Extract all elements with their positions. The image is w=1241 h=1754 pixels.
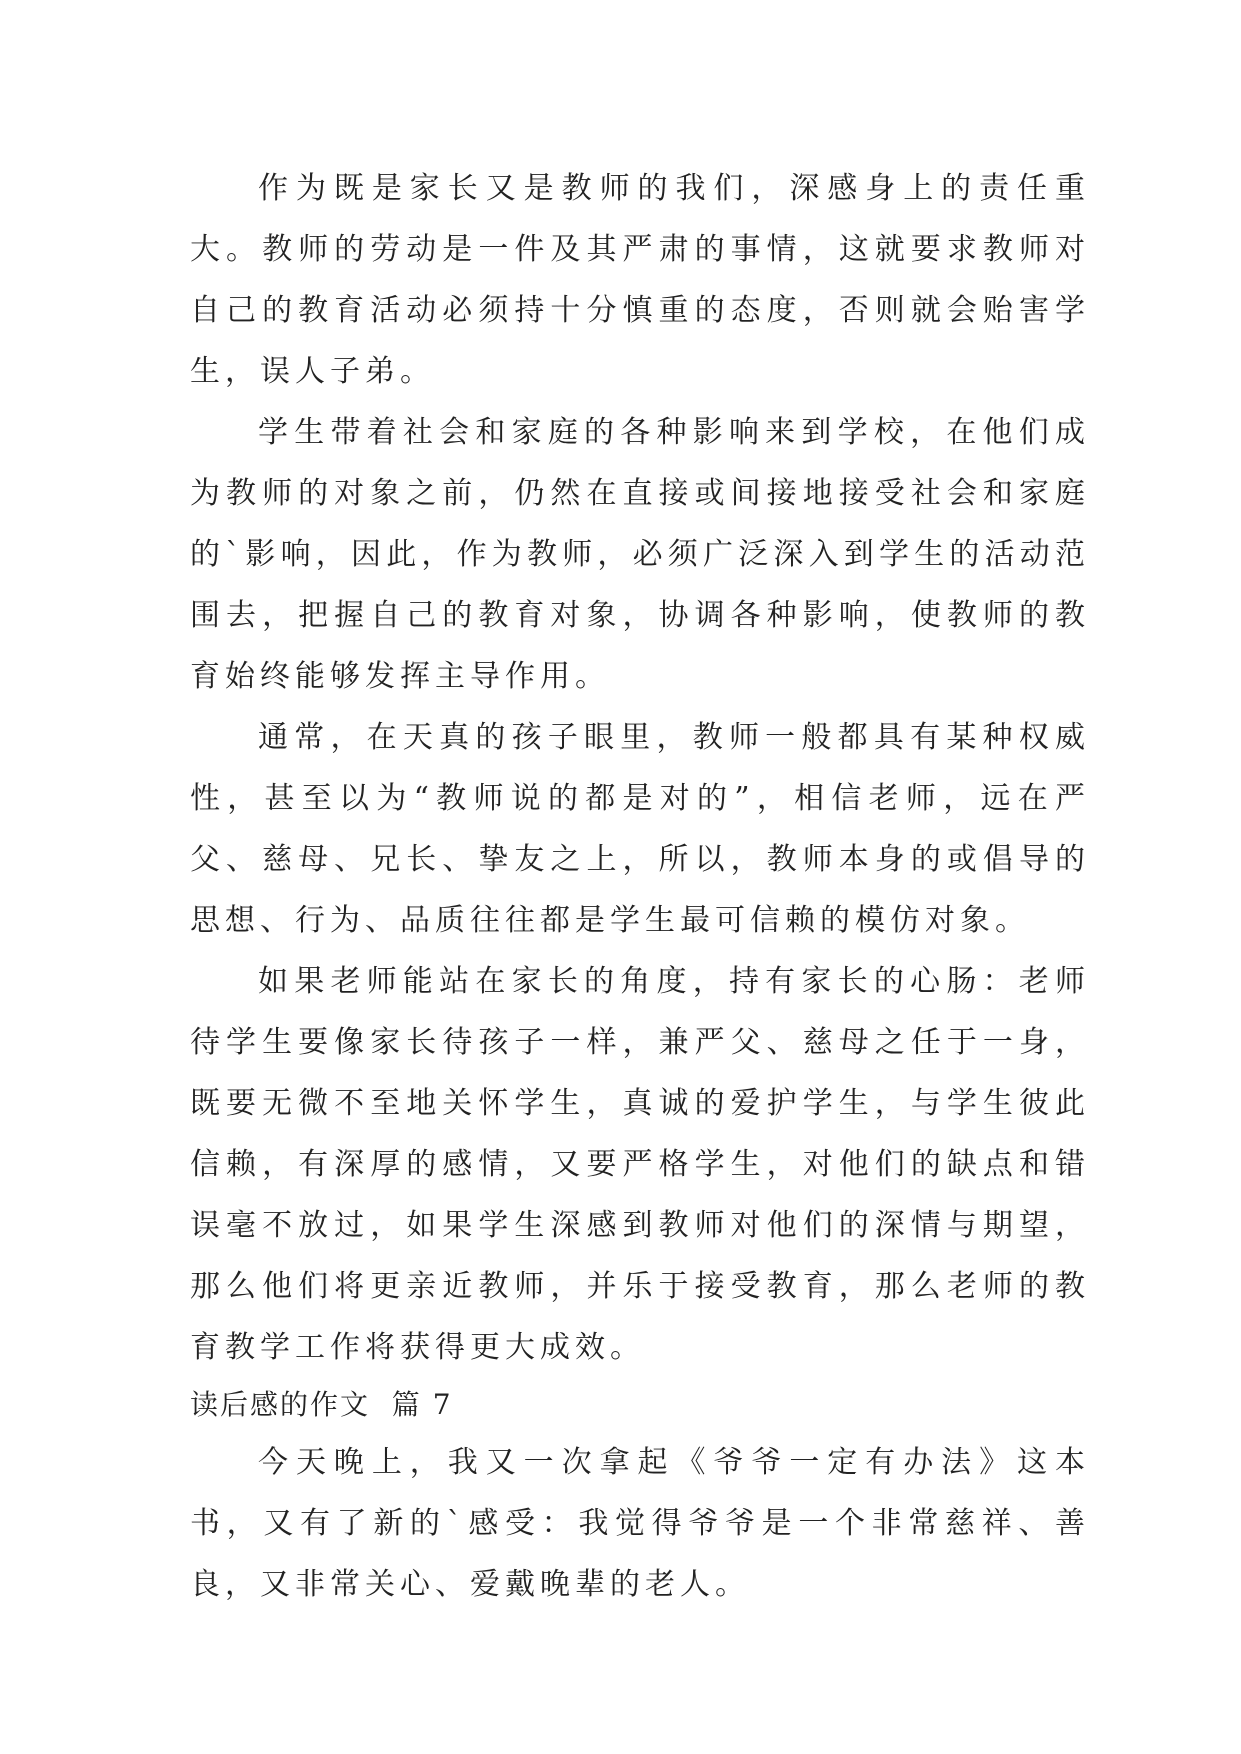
paragraph: 通常，在天真的孩子眼里，教师一般都具有某种权威性，甚至以为“教师说的都是对的”，相信老师，远在严父、慈母、兄长、挚友之上，所以，教师本身的或倡导的思想、行为、品质往往都是学生最可信赖的模仿对象。 (190, 720, 1090, 938)
paragraph: 学生带着社会和家庭的各种影响来到学校，在他们成为教师的对象之前，仍然在直接或间接地接受社会和家庭的`影响，因此，作为教师，必须广泛深入到学生的活动范围去，把握自己的教育对象，协调各种影响，使教师的教育始终能够发挥主导作用。 (190, 415, 1090, 694)
section-heading: 读后感的作文 篇 7 (190, 1388, 453, 1421)
paragraph: 如果老师能站在家长的角度，持有家长的心肠：老师待学生要像家长待孩子一样，兼严父、慈母之任于一身，既要无微不至地关怀学生，真诚的爱护学生，与学生彼此信赖，有深厚的感情，又要严格学生，对他们的缺点和错误毫不放过，如果学生深感到教师对他们的深情与期望，那么他们将更亲近教师，并乐于接受教育，那么老师的教育教学工作将获得更大成效。 (190, 964, 1090, 1365)
document-body (190, 158, 1090, 1615)
paragraph: 作为既是家长又是教师的我们，深感身上的责任重大。教师的劳动是一件及其严肃的事情，这就要求教师对自己的教育活动必须持十分慎重的态度，否则就会贻害学生，误人子弟。 (190, 171, 1090, 389)
paragraph: 今天晚上，我又一次拿起《爷爷一定有办法》这本书，又有了新的`感受：我觉得爷爷是一个非常慈祥、善良，又非常关心、爱戴晚辈的老人。 (190, 1445, 1090, 1602)
